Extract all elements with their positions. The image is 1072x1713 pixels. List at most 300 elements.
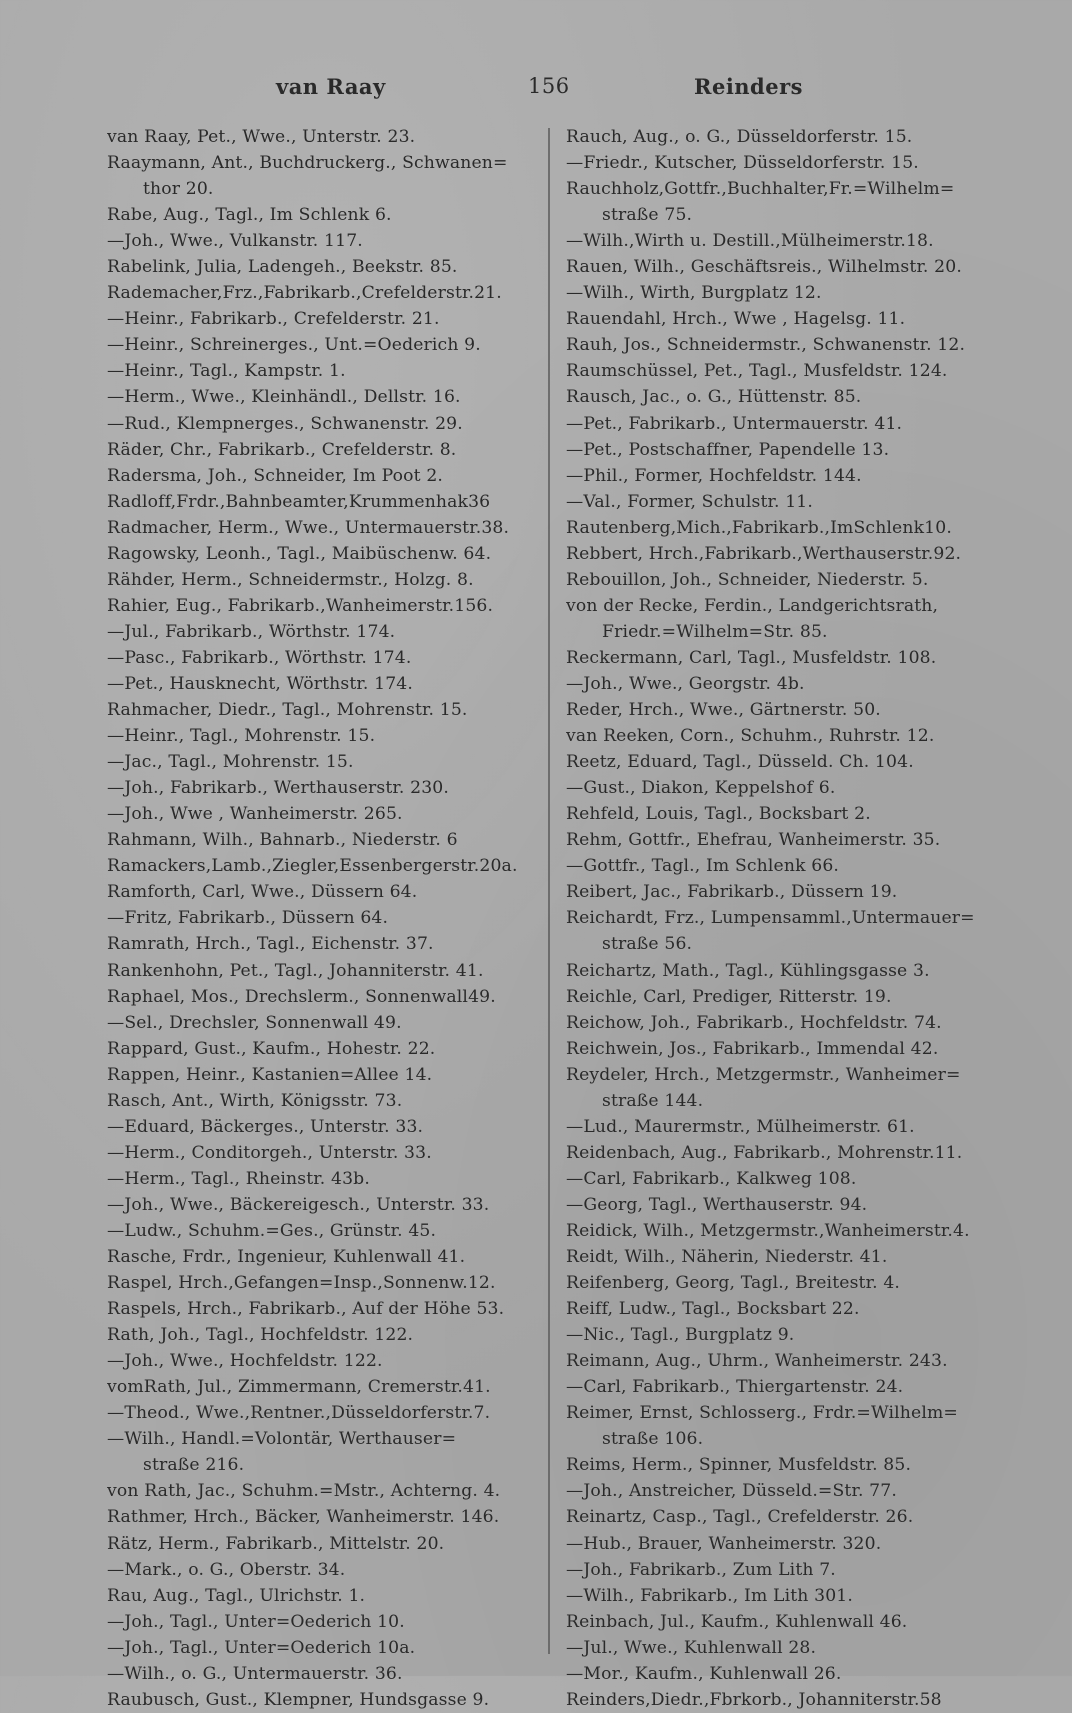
repeat-name-dash: — <box>107 647 125 668</box>
entry-line <box>566 1036 1001 1062</box>
directory-entry <box>107 202 532 228</box>
entry-text: Raumschüssel, Pet., Tagl., Musfeldstr. 124. <box>566 361 948 382</box>
entry-line <box>107 984 532 1010</box>
repeat-name-dash: — <box>566 1533 584 1554</box>
entry-line <box>107 931 532 957</box>
directory-entry-continued <box>107 671 532 697</box>
repeat-name-dash: — <box>107 1403 125 1424</box>
entry-line <box>107 671 532 697</box>
entry-line <box>566 1400 1001 1426</box>
entry-text: Gust., Diakon, Keppelshof 6. <box>583 778 836 799</box>
entry-text: Joh., Tagl., Unter=Oederich 10. <box>124 1611 405 1632</box>
directory-entry <box>566 1218 1001 1244</box>
entry-line <box>107 801 532 827</box>
entry-line <box>107 567 532 593</box>
repeat-name-dash: — <box>107 1168 125 1189</box>
entry-line <box>566 124 1001 150</box>
entry-text: Radmacher, Herm., Wwe., Untermauerstr.38. <box>107 517 510 538</box>
directory-entry-continued <box>107 332 532 358</box>
directory-entry-continued <box>107 1192 532 1218</box>
directory-entry-continued <box>107 775 532 801</box>
entry-text: Ramackers,Lamb.,Ziegler,Essenbergerstr.20a. <box>107 856 518 877</box>
entry-line <box>566 1010 1001 1036</box>
entry-text: Reinartz, Casp., Tagl., Crefelderstr. 26. <box>566 1507 914 1528</box>
header-first-entry: van Raay <box>276 74 386 99</box>
page-header <box>0 74 1072 104</box>
entry-line <box>107 411 532 437</box>
repeat-name-dash: — <box>566 1168 584 1189</box>
repeat-name-dash: — <box>566 1194 584 1215</box>
entry-text: Rabelink, Julia, Ladengeh., Beekstr. 85. <box>107 257 458 278</box>
entry-line <box>566 1374 1001 1400</box>
header-last-entry: Reinders <box>694 74 803 99</box>
entry-text: Theod., Wwe.,Rentner.,Düsseldorferstr.7. <box>124 1403 491 1424</box>
entry-text: Jul., Fabrikarb., Wörthstr. 174. <box>124 621 396 642</box>
entry-line <box>566 306 1001 332</box>
entry-line <box>107 827 532 853</box>
entry-text: Pet., Fabrikarb., Untermauerstr. 41. <box>583 413 903 434</box>
entry-text: Rebouillon, Joh., Schneider, Niederstr. 5. <box>566 569 929 590</box>
directory-entry-continued <box>107 1635 532 1661</box>
entry-text: Georg, Tagl., Werthauserstr. 94. <box>583 1194 868 1215</box>
entry-text: Reetz, Eduard, Tagl., Düsseld. Ch. 104. <box>566 752 914 773</box>
entry-text: Rebbert, Hrch.,Fabrikarb.,Werthauserstr.92. <box>566 543 962 564</box>
entry-text: Reidick, Wilh., Metzgermstr.,Wanheimerstr.4. <box>566 1220 970 1241</box>
entry-text: Mark., o. G., Oberstr. 34. <box>124 1559 346 1580</box>
entry-continuation-line <box>566 1426 1001 1452</box>
directory-entry-continued <box>107 1114 532 1140</box>
entry-continuation-line <box>566 931 1001 957</box>
entry-text: Fritz, Fabrikarb., Düssern 64. <box>124 908 389 929</box>
entry-line <box>107 1114 532 1140</box>
directory-entry-continued <box>107 1400 532 1426</box>
repeat-name-dash: — <box>107 1429 125 1450</box>
directory-entry <box>107 437 532 463</box>
entry-line <box>107 775 532 801</box>
entry-text: Reinbach, Jul., Kaufm., Kuhlenwall 46. <box>566 1611 908 1632</box>
entry-line <box>566 1557 1001 1583</box>
entry-text: Lud., Maurermstr., Mülheimerstr. 61. <box>583 1116 915 1137</box>
entry-text: Rabe, Aug., Tagl., Im Schlenk 6. <box>107 205 392 226</box>
entry-line <box>107 437 532 463</box>
directory-entry <box>566 541 1001 567</box>
entry-line <box>566 1192 1001 1218</box>
repeat-name-dash: — <box>566 153 584 174</box>
directory-entry <box>566 1296 1001 1322</box>
directory-entry <box>566 1244 1001 1270</box>
entry-text: von der Recke, Ferdin., Landgerichtsrath, <box>566 595 939 616</box>
repeat-name-dash: — <box>566 283 584 304</box>
directory-entry-continued <box>566 228 1001 254</box>
repeat-name-dash: — <box>566 465 584 486</box>
entry-line <box>566 1348 1001 1374</box>
entry-line <box>566 801 1001 827</box>
entry-line <box>566 1531 1001 1557</box>
entry-text: Ludw., Schuhm.=Ges., Grünstr. 45. <box>124 1220 437 1241</box>
entry-text: Herm., Tagl., Rheinstr. 43b. <box>124 1168 370 1189</box>
entry-line <box>107 280 532 306</box>
entry-text: Reifenberg, Georg, Tagl., Breitestr. 4. <box>566 1273 901 1294</box>
entry-text: Rautenberg,Mich.,Fabrikarb.,ImSchlenk10. <box>566 517 952 538</box>
entry-text: Joh., Wwe , Wanheimerstr. 265. <box>124 804 403 825</box>
directory-entry <box>107 1478 532 1504</box>
directory-entry <box>566 254 1001 280</box>
repeat-name-dash: — <box>107 673 125 694</box>
repeat-name-dash: — <box>566 1325 584 1346</box>
directory-entry-continued <box>566 150 1001 176</box>
entry-line <box>107 515 532 541</box>
repeat-name-dash: — <box>566 439 584 460</box>
entry-text: Mor., Kaufm., Kuhlenwall 26. <box>583 1663 842 1684</box>
entry-text: Rehfeld, Louis, Tagl., Bocksbart 2. <box>566 804 871 825</box>
entry-line <box>566 1296 1001 1322</box>
entry-text: Rähder, Herm., Schneidermstr., Holzg. 8. <box>107 569 474 590</box>
directory-entry <box>107 984 532 1010</box>
entry-line <box>107 723 532 749</box>
directory-entry <box>107 1036 532 1062</box>
column-divider <box>548 128 550 1654</box>
entry-text: Rauchholz,Gottfr.,Buchhalter,Fr.=Wilhelm= <box>566 179 955 200</box>
entry-line <box>107 749 532 775</box>
entry-line <box>566 280 1001 306</box>
entry-text: Herm., Conditorgeh., Unterstr. 33. <box>124 1142 432 1163</box>
entry-text: Reims, Herm., Spinner, Musfeldstr. 85. <box>566 1455 912 1476</box>
directory-entry-continued <box>566 411 1001 437</box>
entry-text: Rehm, Gottfr., Ehefrau, Wanheimerstr. 35. <box>566 830 941 851</box>
entry-text: Rauch, Aug., o. G., Düsseldorferstr. 15. <box>566 127 913 147</box>
entry-line <box>107 1036 532 1062</box>
entry-text: Joh., Tagl., Unter=Oederich 10a. <box>124 1637 416 1658</box>
entry-line <box>107 124 532 150</box>
entry-text: straße 144. <box>602 1090 704 1111</box>
entry-text: Heinr., Tagl., Mohrenstr. 15. <box>124 726 376 747</box>
entry-text: Raspels, Hrch., Fabrikarb., Auf der Höhe 53. <box>107 1299 505 1320</box>
repeat-name-dash: — <box>566 673 584 694</box>
entry-text: Heinr., Schreinerges., Unt.=Oederich 9. <box>124 335 481 356</box>
directory-entry <box>107 567 532 593</box>
entry-line <box>107 1270 532 1296</box>
entry-text: Reichow, Joh., Fabrikarb., Hochfeldstr. 74. <box>566 1012 942 1033</box>
entry-line <box>566 958 1001 984</box>
entry-line <box>566 1322 1001 1348</box>
directory-entry <box>566 567 1001 593</box>
entry-text: Friedr.=Wilhelm=Str. 85. <box>602 621 828 642</box>
directory-entry-continued <box>107 749 532 775</box>
entry-text: Reibert, Jac., Fabrikarb., Düssern 19. <box>566 882 898 903</box>
entry-text: Pet., Hausknecht, Wörthstr. 174. <box>124 673 414 694</box>
entry-line <box>566 1504 1001 1530</box>
entry-line <box>107 1088 532 1114</box>
entry-line <box>107 150 532 176</box>
entry-line <box>566 905 1001 931</box>
directory-entry-continued <box>107 306 532 332</box>
directory-entry <box>566 749 1001 775</box>
directory-entry <box>107 541 532 567</box>
entry-line <box>566 254 1001 280</box>
directory-entry-continued <box>107 905 532 931</box>
entry-text: Rau, Aug., Tagl., Ulrichstr. 1. <box>107 1585 366 1606</box>
directory-entry-continued <box>566 489 1001 515</box>
repeat-name-dash: — <box>107 1637 125 1658</box>
directory-entry <box>107 1531 532 1557</box>
directory-entry <box>566 332 1001 358</box>
entry-line <box>107 645 532 671</box>
entry-line <box>566 593 1001 619</box>
repeat-name-dash: — <box>107 726 125 747</box>
repeat-name-dash: — <box>566 778 584 799</box>
entry-line <box>566 384 1001 410</box>
entry-text: thor 20. <box>143 179 214 200</box>
directory-entry <box>566 1609 1001 1635</box>
entry-text: Wilh.,Wirth u. Destill.,Mülheimerstr.18. <box>583 231 934 252</box>
entry-text: Joh., Fabrikarb., Werthauserstr. 230. <box>124 778 449 799</box>
entry-line <box>107 1687 532 1713</box>
directory-entry <box>566 723 1001 749</box>
entry-text: Rademacher,Frz.,Fabrikarb.,Crefelderstr.21. <box>107 283 502 304</box>
entry-line <box>107 1531 532 1557</box>
entry-text: Rasch, Ant., Wirth, Königsstr. 73. <box>107 1090 403 1111</box>
entry-line <box>566 1062 1001 1088</box>
left-column <box>107 124 532 1713</box>
entry-line <box>566 228 1001 254</box>
directory-entry-continued <box>107 384 532 410</box>
entry-line <box>566 1583 1001 1609</box>
entry-line <box>566 463 1001 489</box>
entry-line <box>107 463 532 489</box>
directory-entry <box>566 358 1001 384</box>
entry-text: Raspel, Hrch.,Gefangen=Insp.,Sonnenw.12. <box>107 1273 496 1294</box>
repeat-name-dash: — <box>566 1663 584 1684</box>
directory-entry <box>566 1062 1001 1114</box>
directory-entry-continued <box>107 619 532 645</box>
entry-line <box>107 1557 532 1583</box>
directory-entry <box>566 1452 1001 1478</box>
entry-line <box>566 332 1001 358</box>
entry-line <box>566 1166 1001 1192</box>
entry-text: Friedr., Kutscher, Düsseldorferstr. 15. <box>583 153 919 174</box>
directory-entry-continued <box>107 723 532 749</box>
entry-text: Rappard, Gust., Kaufm., Hohestr. 22. <box>107 1038 436 1059</box>
directory-entry <box>566 124 1001 150</box>
entry-line <box>107 1426 532 1452</box>
entry-line <box>566 150 1001 176</box>
entry-line <box>566 984 1001 1010</box>
repeat-name-dash: — <box>566 1377 584 1398</box>
repeat-name-dash: — <box>107 1116 125 1137</box>
entry-line <box>107 1635 532 1661</box>
entry-line <box>107 905 532 931</box>
directory-entry <box>566 1400 1001 1452</box>
directory-entry-continued <box>566 1531 1001 1557</box>
entry-text: Joh., Wwe., Bäckereigesch., Unterstr. 33. <box>124 1194 490 1215</box>
entry-text: Rätz, Herm., Fabrikarb., Mittelstr. 20. <box>107 1533 445 1554</box>
directory-entry <box>107 879 532 905</box>
directory-entry <box>107 1583 532 1609</box>
directory-entry-continued <box>566 1635 1001 1661</box>
entry-text: Reimer, Ernst, Schlosserg., Frdr.=Wilhelm= <box>566 1403 958 1424</box>
repeat-name-dash: — <box>566 1559 584 1580</box>
directory-entry <box>107 931 532 957</box>
directory-entry-continued <box>107 1609 532 1635</box>
entry-line <box>566 541 1001 567</box>
entry-line <box>107 1296 532 1322</box>
entry-line <box>566 1609 1001 1635</box>
entry-line <box>107 1583 532 1609</box>
directory-entry <box>566 176 1001 228</box>
directory-entry <box>566 384 1001 410</box>
directory-entry <box>107 150 532 202</box>
entry-text: Wilh., Fabrikarb., Im Lith 301. <box>583 1585 853 1606</box>
entry-line <box>107 384 532 410</box>
entry-line <box>107 879 532 905</box>
entry-text: straße 56. <box>602 934 693 955</box>
entry-text: Rahmacher, Diedr., Tagl., Mohrenstr. 15. <box>107 700 468 721</box>
entry-text: Herm., Wwe., Kleinhändl., Dellstr. 16. <box>124 387 461 408</box>
directory-entry-continued <box>566 775 1001 801</box>
directory-entry <box>566 515 1001 541</box>
entry-text: Pet., Postschaffner, Papendelle 13. <box>583 439 890 460</box>
directory-entry-continued <box>107 1348 532 1374</box>
directory-entry-continued <box>107 1140 532 1166</box>
directory-entry <box>566 905 1001 957</box>
repeat-name-dash: — <box>107 1012 125 1033</box>
entry-line <box>566 1635 1001 1661</box>
entry-text: Joh., Wwe., Vulkanstr. 117. <box>124 231 363 252</box>
directory-entry <box>107 254 532 280</box>
entry-line <box>566 827 1001 853</box>
entry-text: Gottfr., Tagl., Im Schlenk 66. <box>583 856 840 877</box>
directory-entry <box>566 984 1001 1010</box>
entry-text: Wilh., Handl.=Volontär, Werthauser= <box>124 1429 457 1450</box>
directory-entry <box>107 1296 532 1322</box>
entry-line <box>566 1218 1001 1244</box>
entry-line <box>566 1140 1001 1166</box>
repeat-name-dash: — <box>566 1585 584 1606</box>
entry-line <box>566 879 1001 905</box>
entry-line <box>107 306 532 332</box>
directory-entry-continued <box>107 228 532 254</box>
entry-line <box>566 1687 1001 1713</box>
entry-text: Reidenbach, Aug., Fabrikarb., Mohrenstr.11. <box>566 1142 963 1163</box>
entry-line <box>107 1348 532 1374</box>
directory-entry-continued <box>107 1166 532 1192</box>
directory-entry-continued <box>566 1192 1001 1218</box>
directory-entry-continued <box>566 1661 1001 1687</box>
entry-text: Carl, Fabrikarb., Kalkweg 108. <box>583 1168 857 1189</box>
entry-line <box>107 1661 532 1687</box>
entry-text: Heinr., Tagl., Kampstr. 1. <box>124 361 346 382</box>
entry-text: Reichartz, Math., Tagl., Kühlingsgasse 3. <box>566 960 930 981</box>
repeat-name-dash: — <box>107 387 125 408</box>
repeat-name-dash: — <box>107 361 125 382</box>
entry-line <box>107 1244 532 1270</box>
entry-text: Radersma, Joh., Schneider, Im Poot 2. <box>107 465 444 486</box>
entry-text: Joh., Anstreicher, Düsseld.=Str. 77. <box>583 1481 897 1502</box>
directory-entry <box>107 1687 532 1713</box>
entry-line <box>107 1609 532 1635</box>
entry-text: Radloff,Frdr.,Bahnbeamter,Krummenhak36 <box>107 491 491 512</box>
entry-text: Joh., Wwe., Hochfeldstr. 122. <box>124 1351 383 1372</box>
entry-text: van Raay, Pet., Wwe., Unterstr. 23. <box>107 127 416 147</box>
entry-text: Joh., Wwe., Georgstr. 4b. <box>583 673 805 694</box>
directory-entry-continued <box>107 1426 532 1478</box>
directory-entry <box>566 593 1001 645</box>
entry-text: Rauen, Wilh., Geschäftsreis., Wilhelmstr. 20. <box>566 257 962 278</box>
repeat-name-dash: — <box>107 413 125 434</box>
entry-continuation-line <box>566 619 1001 645</box>
entry-text: Wilh., o. G., Untermauerstr. 36. <box>124 1663 403 1684</box>
repeat-name-dash: — <box>107 335 125 356</box>
directory-entry-continued <box>107 1661 532 1687</box>
entry-line <box>107 1374 532 1400</box>
directory-entry-continued <box>107 411 532 437</box>
directory-entry <box>566 697 1001 723</box>
entry-line <box>107 541 532 567</box>
entry-text: Nic., Tagl., Burgplatz 9. <box>583 1325 795 1346</box>
entry-text: Ramrath, Hrch., Tagl., Eichenstr. 37. <box>107 934 434 955</box>
directory-entry <box>107 489 532 515</box>
directory-entry <box>107 827 532 853</box>
entry-text: Eduard, Bäckerges., Unterstr. 33. <box>124 1116 424 1137</box>
directory-entry <box>107 280 532 306</box>
repeat-name-dash: — <box>566 1637 584 1658</box>
entry-line <box>107 1166 532 1192</box>
entry-text: Heinr., Fabrikarb., Crefelderstr. 21. <box>124 309 440 330</box>
entry-line <box>107 1192 532 1218</box>
repeat-name-dash: — <box>107 1351 125 1372</box>
entry-line <box>566 515 1001 541</box>
entry-text: Rahmann, Wilh., Bahnarb., Niederstr. 6 <box>107 830 458 851</box>
directory-entry-continued <box>566 1166 1001 1192</box>
entry-line <box>107 593 532 619</box>
entry-text: Rankenhohn, Pet., Tagl., Johanniterstr. 41. <box>107 960 484 981</box>
directory-entry-continued <box>566 437 1001 463</box>
entry-line <box>566 671 1001 697</box>
entry-line <box>566 1270 1001 1296</box>
entry-line <box>107 1218 532 1244</box>
entry-text: Jac., Tagl., Mohrenstr. 15. <box>124 752 354 773</box>
entry-text: Raaymann, Ant., Buchdruckerg., Schwanen= <box>107 153 508 174</box>
entry-text: Ragowsky, Leonh., Tagl., Maibüschenw. 64. <box>107 543 492 564</box>
directory-entry-continued <box>566 1114 1001 1140</box>
entry-line <box>566 1114 1001 1140</box>
entry-text: Sel., Drechsler, Sonnenwall 49. <box>124 1012 402 1033</box>
repeat-name-dash: — <box>107 1663 125 1684</box>
entry-line <box>107 332 532 358</box>
directory-entry-continued <box>107 1557 532 1583</box>
entry-line <box>107 202 532 228</box>
entry-line <box>566 1661 1001 1687</box>
directory-entry <box>107 593 532 619</box>
entry-line <box>566 697 1001 723</box>
entry-text: Jul., Wwe., Kuhlenwall 28. <box>583 1637 817 1658</box>
entry-text: Reidt, Wilh., Näherin, Niederstr. 41. <box>566 1247 888 1268</box>
entry-text: Wilh., Wirth, Burgplatz 12. <box>583 283 822 304</box>
entry-text: Phil., Former, Hochfeldstr. 144. <box>583 465 862 486</box>
entry-line <box>107 1062 532 1088</box>
page-number: 156 <box>528 74 570 98</box>
entry-text: Raphael, Mos., Drechslerm., Sonnenwall49. <box>107 986 496 1007</box>
directory-entry <box>566 1010 1001 1036</box>
entry-text: Rath, Joh., Tagl., Hochfeldstr. 122. <box>107 1325 414 1346</box>
directory-entry-continued <box>107 1218 532 1244</box>
entry-line <box>566 645 1001 671</box>
repeat-name-dash: — <box>107 1194 125 1215</box>
entry-text: Reydeler, Hrch., Metzgermstr., Wanheimer= <box>566 1064 961 1085</box>
repeat-name-dash: — <box>107 778 125 799</box>
entry-text: Reichardt, Frz., Lumpensamml.,Untermauer= <box>566 908 975 929</box>
directory-entry <box>107 1374 532 1400</box>
